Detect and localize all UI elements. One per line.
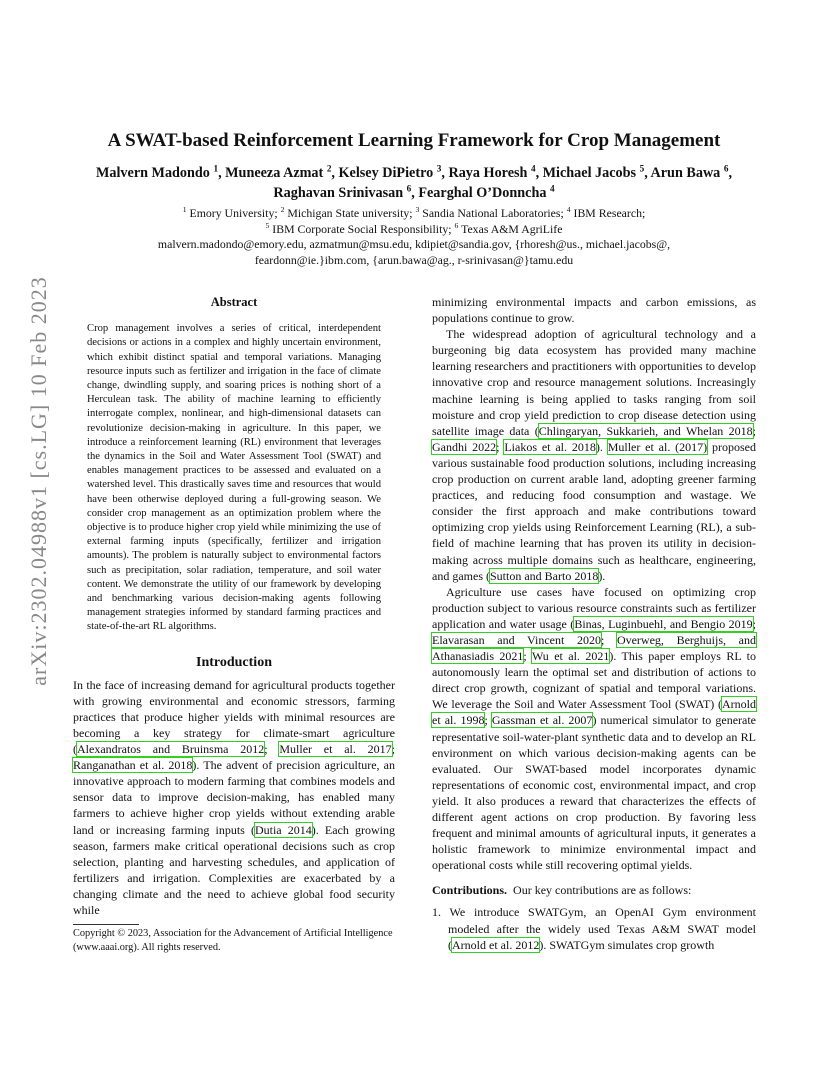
body-text: ; — [264, 742, 280, 757]
abstract-text: Crop management involves a series of critical, interdependent decisions or actions in a complex and highly uncertain environment, which exhibit distinct spatial and temporal variations. Managing resource inputs such as fertilizer and irrigation in the face of climate change, dwindling supply, and soaring prices is nothing short of a Herculean task. The ability of machine learning to efficiently interrogate complex, nonlinear, and high-dimensional datasets can revolutionize decision-making in agriculture. In this paper, we introduce a reinforcement learning (RL) environment that leverages the dynamics in the Soil and Water Assessment Tool (SWAT) and enables management practices to be assessed and evaluated on a watershed level. This drastically saves time and resources that would have been otherwise deployed during a full-growing season. We consider crop management as an optimization problem where the objective is to produce higher crop yield while minimizing the use of external farming inputs (specifically, fertilizer and irrigation amounts). The problem is naturally subject to environmental factors such as precipitation, solar radiation, temperature, and soil water content. We demonstrate the utility of our framework by developing and benchmarking various decision-making agents following management strategies informed by standard farming practices and state-of-the-art RL algorithms. — [87, 323, 381, 633]
body-text: We introduce SWATGym, an OpenAI Gym environment modeled after the widely used Texas A&M SWAT model ( — [448, 905, 756, 952]
introduction-paragraph — [432, 584, 756, 874]
affiliation-text: Texas A&M AgriLife — [458, 221, 563, 236]
citation-link[interactable]: Overweg, Berghuijs, and Athanasiadis 2021 — [432, 632, 756, 664]
affiliation-marker: 3 — [415, 205, 420, 215]
citation-link[interactable]: Gandhi 2022 — [432, 439, 497, 454]
author-name: , Arun Bawa — [644, 165, 724, 181]
body-text: Our key contributions are as follows: — [513, 883, 692, 898]
body-text: ; — [496, 439, 505, 454]
citation-link[interactable]: Muller et al. 2017 — [279, 742, 392, 757]
body-text: ). SWATGym simulates crop growth — [539, 937, 715, 952]
body-text: ; — [391, 742, 395, 757]
affiliation-marker: 4 — [549, 183, 555, 194]
citation-link[interactable]: Wu et al. 2021 — [531, 649, 610, 664]
citation-link[interactable]: Arnold et al. 1998 — [432, 697, 756, 728]
affiliation-marker: 3 — [436, 163, 442, 174]
affiliation-marker: 5 — [265, 220, 270, 230]
body-text: ; — [484, 713, 492, 728]
body-text: proposed various sustainable food production solutions, including increasing crop production on current arable land, adopting greener farming practices, and reducing food consumption and wastage. We consider the first approach and make contributions toward optimizing crop yields using Reinforcement Learning (RL), a sub-field of machine learning that has proven its utility in decision-making across multiple domains such as healthcare, engineering, and games ( — [432, 439, 756, 583]
affiliation-marker: 6 — [723, 163, 729, 174]
arxiv-identifier — [14, 276, 64, 686]
citation-link[interactable]: Elavarasan and Vincent 2020 — [432, 632, 601, 647]
body-text: ). Each growing season, farmers make critical operational decisions such as crop selection, planting and harvesting schedules, and application of fertilizers and irrigation. Complexities are exacerbated by a changing climate and the need to achieve global food security while — [73, 822, 395, 917]
affiliation-text: Emory University; — [186, 206, 281, 220]
body-text: ; — [752, 423, 756, 438]
citation-link[interactable]: Gassman et al. 2007 — [491, 713, 593, 728]
citation-link[interactable]: Arnold et al. 2012 — [452, 937, 540, 952]
introduction-heading: Introduction — [196, 654, 272, 670]
affiliation-marker: 6 — [454, 220, 459, 230]
citation-link[interactable]: Chlingaryan, Sukkarieh, and Whelan 2018 — [538, 423, 753, 438]
affiliation-marker: 5 — [639, 163, 645, 174]
affiliation-text: Sandia National Laboratories; — [419, 206, 567, 220]
citation-link[interactable]: Muller et al. (2017) — [607, 439, 708, 454]
citation-link[interactable]: Ranganathan et al. 2018 — [73, 758, 193, 773]
affiliation-marker: 2 — [326, 163, 332, 174]
body-text: Agriculture use cases have focused on optimizing crop production subject to various resource constraints such as fertilizer application and water usage ( — [432, 584, 756, 631]
citation-link[interactable]: Alexandratos and Bruinsma 2012 — [77, 742, 265, 757]
body-text: ). — [598, 568, 606, 583]
body-text: ). This paper employs RL to autonomously learn the optimal set and distribution of actions to direct crop growth, cognizant of spatial and temporal variations. We leverage the Soil and Water Assessment Tool (SWAT) ( — [432, 649, 757, 712]
author-name: , Raya Horesh — [441, 165, 531, 181]
body-text: ; — [523, 649, 532, 664]
affiliation-line — [70, 206, 758, 222]
copyright-footnote: Copyright © 2023, Association for the Advancement of Artificial Intelligence (www.aaai.org). All rights reserved. — [73, 928, 393, 953]
body-text: ). — [595, 439, 608, 454]
author-name: , Muneeza Azmat — [218, 165, 327, 181]
citation-link[interactable]: Sutton and Barto 2018 — [489, 568, 599, 583]
body-text: ; — [600, 632, 617, 647]
affiliation-marker: 1 — [213, 163, 219, 174]
affiliation-line — [70, 222, 758, 238]
list-item — [432, 904, 756, 952]
footnote-rule — [73, 924, 139, 925]
abstract-heading: Abstract — [210, 295, 258, 309]
left-column — [73, 294, 395, 918]
introduction-paragraph-continued: minimizing environmental impacts and carbon emissions, as populations continue to grow. — [432, 295, 756, 326]
right-column — [432, 294, 756, 953]
author-name: , Michael Jacobs — [535, 165, 640, 181]
body-text: In the face of increasing demand for agricultural products together with growing environmental and economic stressors, farming practices that produce higher yields with minimal resources are becoming a key strategy for climate-smart agriculture ( — [73, 677, 395, 757]
author-name: , Kelsey DiPietro — [331, 165, 437, 181]
paper-title: A SWAT-based Reinforcement Learning Framework for Crop Management — [107, 130, 721, 151]
citation-link[interactable]: Liakos et al. 2018 — [504, 439, 596, 454]
contributions-paragraph — [432, 882, 756, 898]
author-name: , Raghavan Srinivasan — [273, 165, 732, 201]
affiliation-marker: 6 — [406, 183, 412, 194]
author-name: Malvern Madondo — [96, 165, 214, 181]
email-line[interactable]: malvern.madondo@emory.edu, azmatmun@msu.edu, kdipiet@sandia.gov, {rhoresh@us., michael.jacobs@, — [157, 237, 671, 251]
author-list — [70, 163, 758, 203]
body-text: The widespread adoption of agricultural technology and a burgeoning big data ecosystem has provided many machine learning researchers and practitioners with opportunities to develop innovative crop and resource management solutions. Increasingly machine learning is being applied to tasks ranging from soil moisture and crop yield prediction to crop disease detection using satellite image data ( — [432, 327, 756, 438]
body-text: ; — [752, 616, 756, 631]
author-name: , Fearghal O’Donncha — [411, 185, 550, 201]
body-text: ) numerical simulator to generate representative soil-water-plant synthetic data and to develop an RL environment on which various decision-making agents can be evaluated. Our SWAT-based model incorporates dynamic representations of economic cost, environmental impact, and crop yield. It also produces a reward that characterizes the effects of different agent actions on crop production. By favoring less frequent and minimal amounts of agricultural inputs, it generates a holistic framework to minimize environmental impact and operational costs while still recovering optimal yields. — [432, 713, 757, 873]
list-number: 1. — [432, 905, 441, 920]
arxiv-identifier-text: arXiv:2302.04988v1 [cs.LG] 10 Feb 2023 — [26, 276, 52, 686]
affiliation-text: IBM Research; — [570, 206, 646, 220]
affiliation-text: IBM Corporate Social Responsibility; — [269, 221, 455, 236]
introduction-paragraph — [432, 326, 756, 584]
affiliation-marker: 2 — [280, 205, 285, 215]
affiliation-text: Michigan State university; — [284, 206, 416, 220]
citation-link[interactable]: Binas, Luginbuehl, and Bengio 2019 — [574, 616, 753, 631]
affiliations — [70, 206, 758, 268]
body-text: ). The advent of precision agriculture, an innovative approach to modern farming that combines models and sensor data to improve decision-making, has enabled many farmers to achieve higher crop yields without extending arable land or increasing farming inputs ( — [73, 758, 395, 837]
contributions-heading: Contributions. — [432, 883, 508, 898]
affiliation-marker: 1 — [182, 205, 187, 215]
citation-link[interactable]: Dutia 2014 — [254, 822, 312, 837]
affiliation-marker: 4 — [530, 163, 536, 174]
email-line[interactable]: feardonn@ie.}ibm.com, {arun.bawa@ag., r-srinivasan@}tamu.edu — [254, 252, 574, 267]
affiliation-marker: 4 — [566, 205, 571, 215]
introduction-paragraph — [73, 677, 395, 918]
